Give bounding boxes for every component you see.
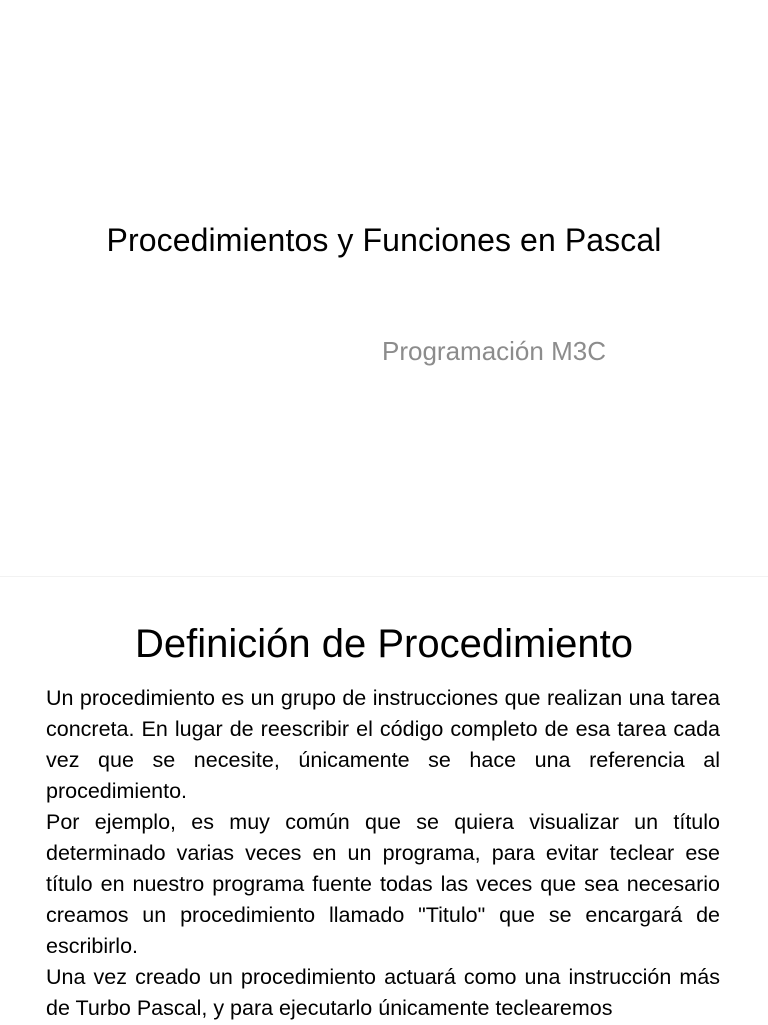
slide-heading: Definición de Procedimiento [134,622,634,666]
presentation-title: Procedimientos y Funciones en Pascal [106,222,662,258]
slide-body [46,683,720,1024]
presentation-subtitle: Programación M3C [382,336,606,366]
body-paragraph: Por ejemplo, es muy común que se quiera visualizar un título determinado varias veces en un programa, para evitar teclear ese título en nuestro programa fuente todas las veces que sea necesario creamos un procedimiento llamado "Titulo" que se encargará de escribirlo. [46,810,720,958]
content-slide [0,576,768,1025]
body-paragraph: Una vez creado un procedimiento actuará como una instrucción más de Turbo Pascal, y para ejecutarlo únicamente teclearemos [46,965,720,1020]
body-paragraph: Un procedimiento es un grupo de instrucciones que realizan una tarea concreta. En lugar de reescribir el código completo de esa tarea cada vez que se necesite, únicamente se hace una referencia al procedimiento. [46,686,720,803]
